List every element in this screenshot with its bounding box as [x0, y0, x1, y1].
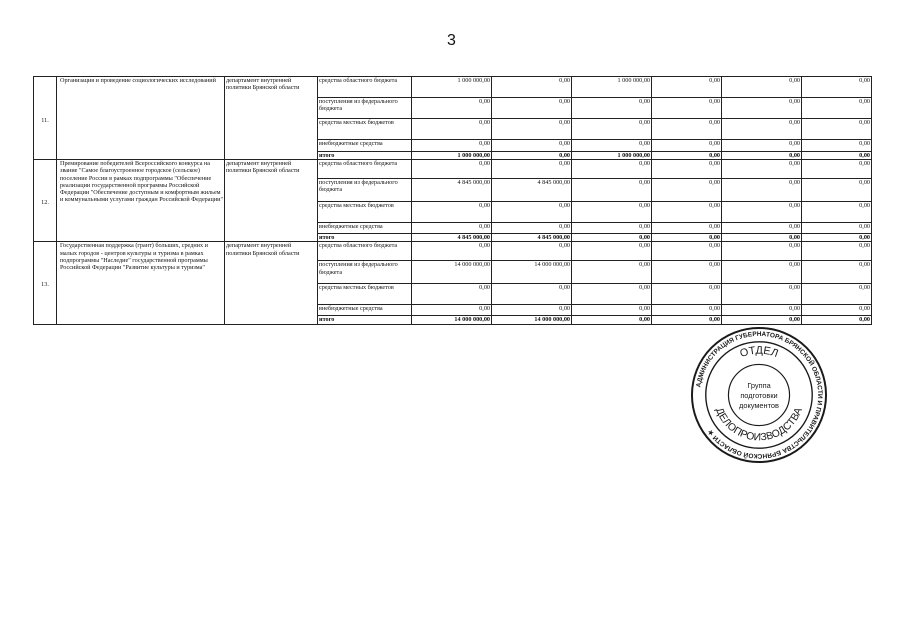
- amount-cell: 0,00: [412, 160, 492, 179]
- amount-cell: 0,00: [722, 234, 802, 242]
- funding-source: внебюджетные средства: [318, 223, 412, 234]
- funding-source: внебюджетные средства: [318, 140, 412, 152]
- amount-cell: 0,00: [802, 261, 872, 284]
- funding-source: внебюджетные средства: [318, 305, 412, 316]
- amount-cell: 0,00: [722, 284, 802, 305]
- amount-cell: 1 000 000,00: [412, 152, 492, 160]
- funding-source: поступления из федерального бюджета: [318, 179, 412, 202]
- amount-cell: 0,00: [722, 316, 802, 324]
- stamp-outer-text: АДМИНИСТРАЦИЯ ГУБЕРНАТОРА БРЯНСКОЙ ОБЛАСТИ И ПРАВИТЕЛЬСТВА БРЯНСКОЙ ОБЛАСТИ ★: [695, 330, 824, 460]
- amount-cell: 0,00: [492, 202, 572, 223]
- amount-cell: 14 000 000,00: [492, 261, 572, 284]
- amount-cell: 0,00: [802, 140, 872, 152]
- amount-cell: 0,00: [802, 234, 872, 242]
- office-stamp: [690, 326, 828, 464]
- stamp-center-line3: документов: [739, 400, 779, 410]
- amount-cell: 0,00: [802, 316, 872, 324]
- amount-cell: 0,00: [802, 284, 872, 305]
- amount-cell: 0,00: [652, 152, 722, 160]
- funding-source: поступления из федерального бюджета: [318, 98, 412, 119]
- amount-cell: 0,00: [722, 160, 802, 179]
- amount-cell: 14 000 000,00: [412, 316, 492, 324]
- amount-cell: 0,00: [572, 140, 652, 152]
- amount-cell: 4 845 000,00: [492, 179, 572, 202]
- amount-cell: 0,00: [492, 98, 572, 119]
- amount-cell: 0,00: [722, 179, 802, 202]
- amount-cell: 0,00: [722, 77, 802, 98]
- funding-source: итого: [318, 234, 412, 242]
- amount-cell: 0,00: [492, 119, 572, 140]
- amount-cell: 0,00: [492, 242, 572, 261]
- executor: департамент внутренней политики Брянской области: [225, 160, 318, 242]
- amount-cell: 4 845 000,00: [412, 179, 492, 202]
- page-number: 3: [447, 32, 456, 49]
- executor: департамент внутренней политики Брянской области: [225, 242, 318, 324]
- funding-source: средства местных бюджетов: [318, 119, 412, 140]
- amount-cell: 0,00: [572, 202, 652, 223]
- amount-cell: 0,00: [652, 261, 722, 284]
- amount-cell: 14 000 000,00: [492, 316, 572, 324]
- amount-cell: 0,00: [722, 305, 802, 316]
- amount-cell: 0,00: [572, 234, 652, 242]
- amount-cell: 0,00: [412, 119, 492, 140]
- amount-cell: 0,00: [802, 77, 872, 98]
- amount-cell: 0,00: [722, 242, 802, 261]
- amount-cell: 1 000 000,00: [412, 77, 492, 98]
- table-row: [34, 242, 872, 261]
- amount-cell: 0,00: [652, 202, 722, 223]
- row-number: 12.: [34, 160, 57, 242]
- amount-cell: 0,00: [652, 223, 722, 234]
- amount-cell: 0,00: [652, 160, 722, 179]
- amount-cell: 0,00: [652, 316, 722, 324]
- amount-cell: 0,00: [802, 152, 872, 160]
- amount-cell: 0,00: [572, 316, 652, 324]
- amount-cell: 0,00: [572, 305, 652, 316]
- amount-cell: 0,00: [492, 223, 572, 234]
- amount-cell: 0,00: [492, 140, 572, 152]
- amount-cell: 0,00: [652, 234, 722, 242]
- funding-source: средства местных бюджетов: [318, 284, 412, 305]
- amount-cell: 1 000 000,00: [572, 77, 652, 98]
- amount-cell: 1 000 000,00: [572, 152, 652, 160]
- amount-cell: 0,00: [412, 284, 492, 305]
- amount-cell: 0,00: [572, 160, 652, 179]
- amount-cell: 0,00: [802, 242, 872, 261]
- amount-cell: 0,00: [412, 305, 492, 316]
- amount-cell: 0,00: [652, 98, 722, 119]
- amount-cell: 0,00: [722, 152, 802, 160]
- amount-cell: 0,00: [412, 242, 492, 261]
- amount-cell: 0,00: [802, 160, 872, 179]
- funding-source: средства областного бюджета: [318, 160, 412, 179]
- amount-cell: 0,00: [802, 98, 872, 119]
- amount-cell: 0,00: [722, 140, 802, 152]
- stamp-seal: [690, 326, 828, 464]
- amount-cell: 0,00: [802, 305, 872, 316]
- amount-cell: 0,00: [572, 284, 652, 305]
- amount-cell: 0,00: [572, 98, 652, 119]
- amount-cell: 0,00: [572, 242, 652, 261]
- funding-source: поступления из федерального бюджета: [318, 261, 412, 284]
- stamp-top-text: ОТДЕЛ: [738, 344, 780, 361]
- amount-cell: 4 845 000,00: [492, 234, 572, 242]
- amount-cell: 0,00: [492, 284, 572, 305]
- amount-cell: 0,00: [652, 284, 722, 305]
- row-number: 11.: [34, 77, 57, 160]
- amount-cell: 0,00: [722, 202, 802, 223]
- amount-cell: 0,00: [722, 261, 802, 284]
- amount-cell: 0,00: [492, 305, 572, 316]
- amount-cell: 0,00: [722, 98, 802, 119]
- amount-cell: 0,00: [412, 202, 492, 223]
- amount-cell: 0,00: [412, 223, 492, 234]
- amount-cell: 0,00: [572, 179, 652, 202]
- funding-source: итого: [318, 152, 412, 160]
- amount-cell: 4 845 000,00: [412, 234, 492, 242]
- amount-cell: 0,00: [802, 202, 872, 223]
- amount-cell: 0,00: [492, 160, 572, 179]
- amount-cell: 0,00: [572, 261, 652, 284]
- amount-cell: 0,00: [652, 242, 722, 261]
- amount-cell: 0,00: [652, 179, 722, 202]
- stamp-bottom-text: ДЕЛОПРОИЗВОДСТВА: [713, 406, 805, 444]
- funding-source: итого: [318, 316, 412, 324]
- amount-cell: 0,00: [492, 152, 572, 160]
- stamp-center-line1: Группа: [747, 381, 771, 391]
- amount-cell: 0,00: [412, 98, 492, 119]
- amount-cell: 0,00: [412, 140, 492, 152]
- amount-cell: 0,00: [652, 77, 722, 98]
- executor: департамент внутренней политики Брянской области: [225, 77, 318, 160]
- amount-cell: 0,00: [652, 305, 722, 316]
- activity-name: Премирование победителей Всероссийского конкурса на звание "Самое благоустроенное городское (сельское) поселение России в рамках подпрограммы "Обеспечение реализации государственной программы Российской Федерации "Обеспечение доступным и комфортным жильем и коммунальными услугами граждан Российской Федерации": [57, 160, 225, 242]
- amount-cell: 0,00: [652, 140, 722, 152]
- amount-cell: 0,00: [722, 119, 802, 140]
- amount-cell: 0,00: [572, 223, 652, 234]
- activity-name: Государственная поддержка (грант) больших, средних и малых городов - центров культуры и туризма в рамках подпрограммы "Наследие" государственной программы Российской Федерации "Развитие культуры и туризма": [57, 242, 225, 324]
- amount-cell: 14 000 000,00: [412, 261, 492, 284]
- amount-cell: 0,00: [572, 119, 652, 140]
- budget-table: [33, 76, 872, 325]
- amount-cell: 0,00: [652, 119, 722, 140]
- activity-name: Организация и проведение социологических исследований: [57, 77, 225, 160]
- amount-cell: 0,00: [802, 119, 872, 140]
- amount-cell: 0,00: [492, 77, 572, 98]
- amount-cell: 0,00: [802, 223, 872, 234]
- table-row: [34, 77, 872, 98]
- table-row: [34, 160, 872, 179]
- amount-cell: 0,00: [802, 179, 872, 202]
- funding-source: средства областного бюджета: [318, 77, 412, 98]
- stamp-center-line2: подготовки: [740, 390, 778, 400]
- amount-cell: 0,00: [722, 223, 802, 234]
- funding-source: средства местных бюджетов: [318, 202, 412, 223]
- funding-source: средства областного бюджета: [318, 242, 412, 261]
- row-number: 13.: [34, 242, 57, 324]
